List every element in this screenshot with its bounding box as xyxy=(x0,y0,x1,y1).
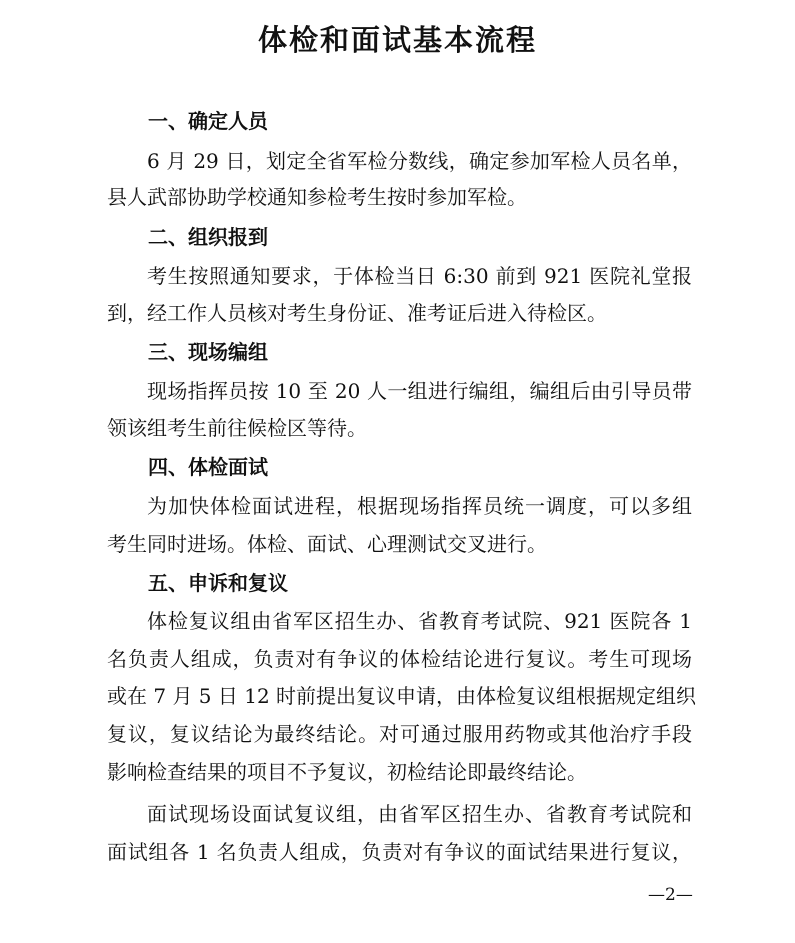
body-line: 面试组各 1 名负责人组成，负责对有争议的面试结果进行复议， xyxy=(107,840,692,864)
section-heading: 一、确定人员 xyxy=(148,109,268,133)
body-line: 影响检查结果的项目不予复议，初检结论即最终结论。 xyxy=(107,760,587,784)
body-line: 复议，复议结论为最终结论。对可通过服用药物或其他治疗手段 xyxy=(107,722,692,746)
section-heading: 二、组织报到 xyxy=(148,225,268,249)
body-line: 现场指挥员按 10 至 20 人一组进行编组，编组后由引导员带 xyxy=(147,379,692,403)
body-line: 面试现场设面试复议组，由省军区招生办、省教育考试院和 xyxy=(147,802,692,826)
section-heading: 三、现场编组 xyxy=(148,340,268,364)
page-number: —2— xyxy=(648,885,693,905)
body-line: 考生按照通知要求，于体检当日 6:30 前到 921 医院礼堂报 xyxy=(147,264,692,288)
body-line: 县人武部协助学校通知参检考生按时参加军检。 xyxy=(107,185,527,209)
body-line: 6 月 29 日，划定全省军检分数线，确定参加军检人员名单， xyxy=(147,149,692,173)
body-line: 名负责人组成，负责对有争议的体检结论进行复议。考生可现场 xyxy=(107,647,692,671)
document-title: 体检和面试基本流程 xyxy=(257,23,537,57)
body-line: 体检复议组由省军区招生办、省教育考试院、921 医院各 1 xyxy=(147,609,692,633)
body-line: 为加快体检面试进程，根据现场指挥员统一调度，可以多组 xyxy=(147,494,692,518)
body-line: 到，经工作人员核对考生身份证、准考证后进入待检区。 xyxy=(107,301,607,325)
body-line: 考生同时进场。体检、面试、心理测试交叉进行。 xyxy=(107,532,547,556)
body-line: 领该组考生前往候检区等待。 xyxy=(107,416,367,440)
section-heading: 五、申诉和复议 xyxy=(148,571,288,595)
section-heading: 四、体检面试 xyxy=(148,455,268,479)
body-line: 或在 7 月 5 日 12 时前提出复议申请，由体检复议组根据规定组织 xyxy=(107,684,697,708)
